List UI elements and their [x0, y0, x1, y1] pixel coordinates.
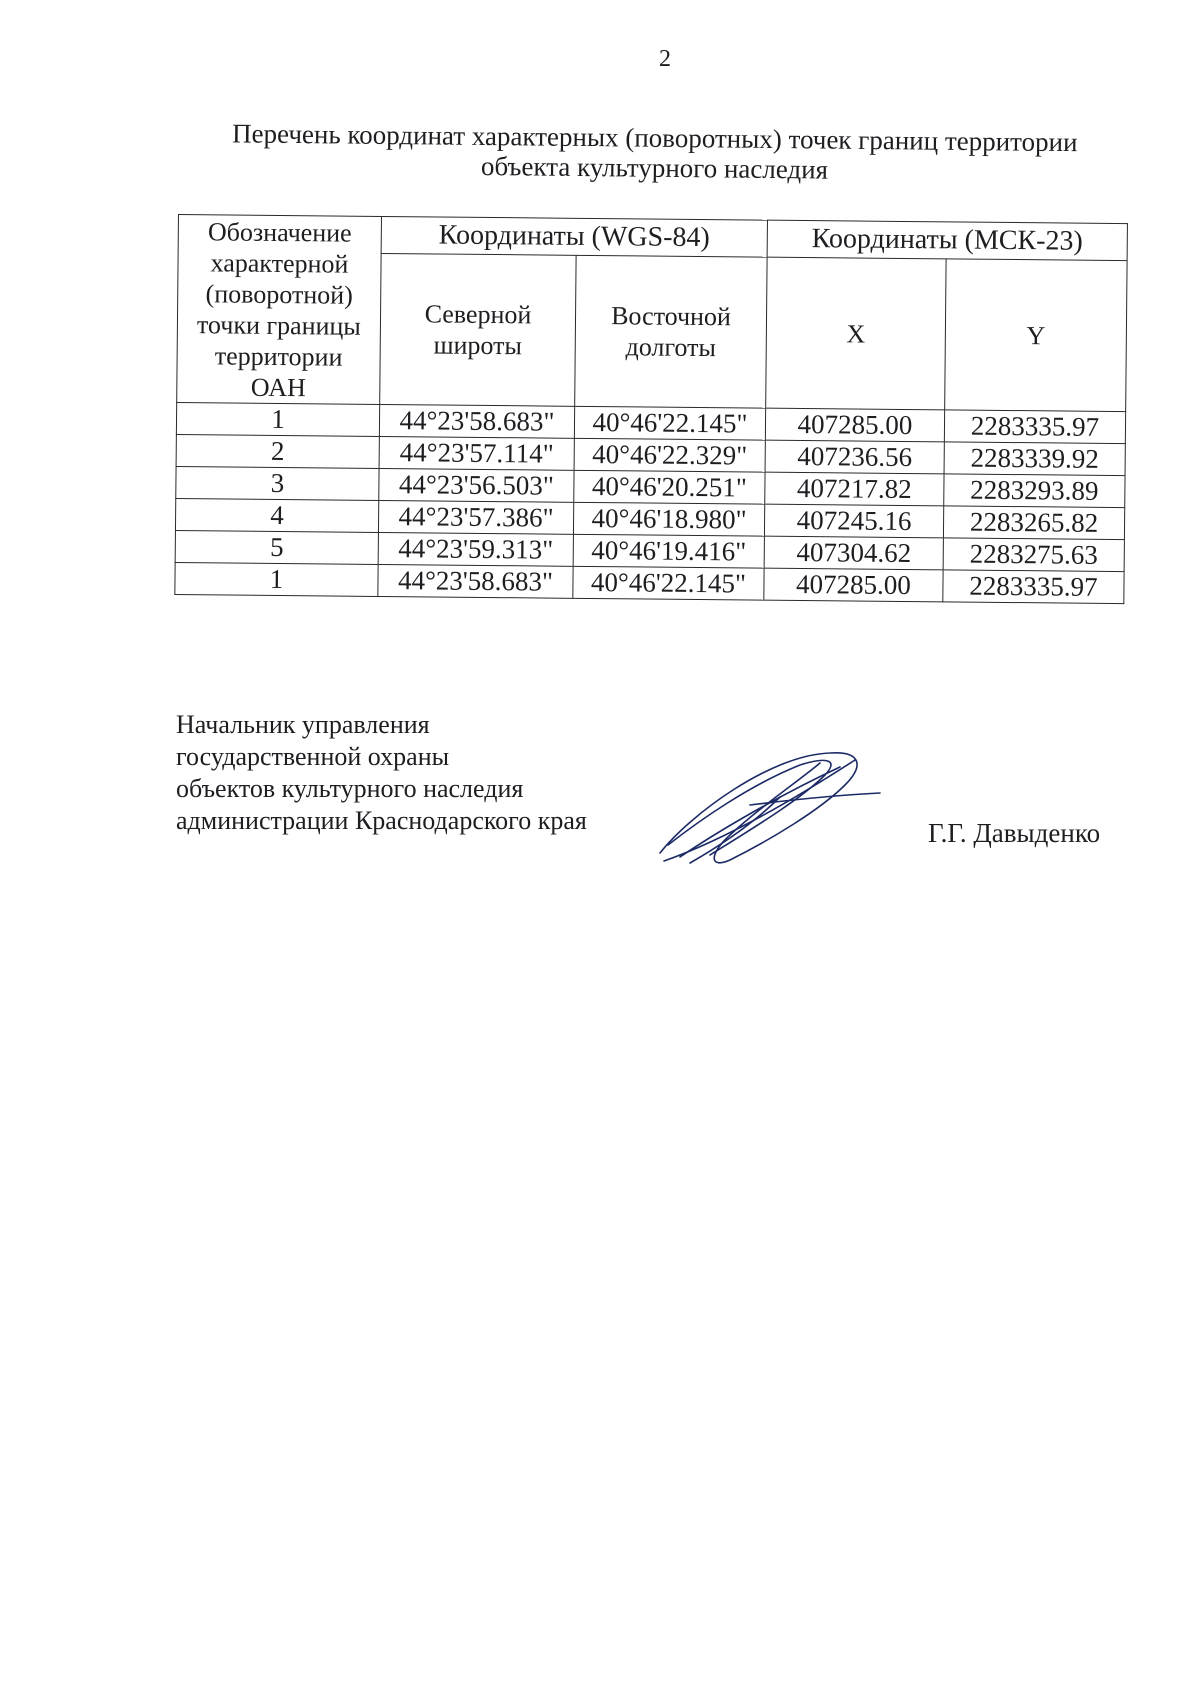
latitude-cell: 44°23'59.313"	[378, 532, 573, 566]
point-number: 5	[175, 530, 378, 564]
point-number: 1	[175, 562, 378, 596]
title-line-2: объекта культурного наследия	[480, 150, 829, 185]
coordinates-table-wrapper	[174, 214, 1128, 604]
header-north-latitude	[380, 253, 576, 406]
header-designation-line: Обозначение	[207, 216, 352, 248]
signer-position	[176, 709, 587, 837]
latitude-cell: 44°23'57.114"	[379, 436, 574, 470]
point-number: 4	[175, 498, 378, 532]
signer-position-line: администрации Краснодарского края	[176, 806, 587, 835]
y-cell: 2283265.82	[943, 506, 1124, 540]
signer-name: Г.Г. Давыденко	[928, 818, 1101, 848]
header-designation-line: территории	[214, 340, 343, 372]
document-title	[199, 118, 1110, 188]
header-north-latitude-line: Северной	[424, 299, 532, 330]
longitude-cell: 40°46'22.145"	[573, 566, 764, 600]
header-designation	[177, 215, 382, 405]
header-wgs84: Координаты (WGS-84)	[381, 216, 767, 257]
longitude-cell: 40°46'22.329"	[574, 438, 765, 472]
latitude-cell: 44°23'58.683"	[379, 404, 574, 438]
latitude-cell: 44°23'56.503"	[379, 468, 574, 502]
header-designation-line: точки границы	[196, 309, 362, 341]
longitude-cell: 40°46'18.980"	[573, 502, 764, 536]
latitude-cell: 44°23'57.386"	[378, 500, 573, 534]
y-cell: 2283335.97	[944, 410, 1125, 444]
page-number: 2	[659, 46, 671, 72]
x-cell: 407304.62	[764, 536, 943, 570]
longitude-cell: 40°46'22.145"	[574, 406, 765, 440]
signer-position-line: государственной охраны	[176, 742, 450, 771]
header-msk23: Координаты (МСК-23)	[767, 220, 1127, 260]
header-designation-line: ОАН	[250, 372, 306, 402]
header-east-longitude-line: Восточной	[611, 301, 732, 332]
x-cell: 407285.00	[764, 568, 943, 602]
header-east-longitude	[575, 255, 767, 408]
y-cell: 2283293.89	[944, 474, 1125, 508]
y-cell: 2283339.92	[944, 442, 1125, 476]
header-east-longitude-line: долготы	[625, 332, 717, 363]
title-line-1: Перечень координат характерных (поворотных) точек границ территории	[231, 118, 1078, 158]
x-cell: 407217.82	[765, 472, 944, 506]
handwritten-signature	[650, 745, 890, 875]
y-cell: 2283335.97	[943, 570, 1124, 604]
header-x: X	[766, 257, 946, 410]
coordinates-table	[174, 214, 1128, 604]
signer-position-line: объектов культурного наследия	[176, 774, 524, 803]
point-number: 1	[176, 402, 379, 436]
signer-position-line: Начальник управления	[176, 710, 430, 739]
longitude-cell: 40°46'19.416"	[573, 534, 764, 568]
x-cell: 407245.16	[764, 504, 943, 538]
point-number: 3	[176, 466, 379, 500]
header-y: Y	[945, 259, 1127, 412]
point-number: 2	[176, 434, 379, 468]
header-north-latitude-line: широты	[433, 330, 523, 361]
header-designation-line: (поворотной)	[205, 278, 353, 310]
latitude-cell: 44°23'58.683"	[378, 564, 573, 598]
longitude-cell: 40°46'20.251"	[574, 470, 765, 504]
header-designation-line: характерной	[210, 247, 349, 279]
y-cell: 2283275.63	[943, 538, 1124, 572]
x-cell: 407285.00	[765, 408, 944, 442]
x-cell: 407236.56	[765, 440, 944, 474]
